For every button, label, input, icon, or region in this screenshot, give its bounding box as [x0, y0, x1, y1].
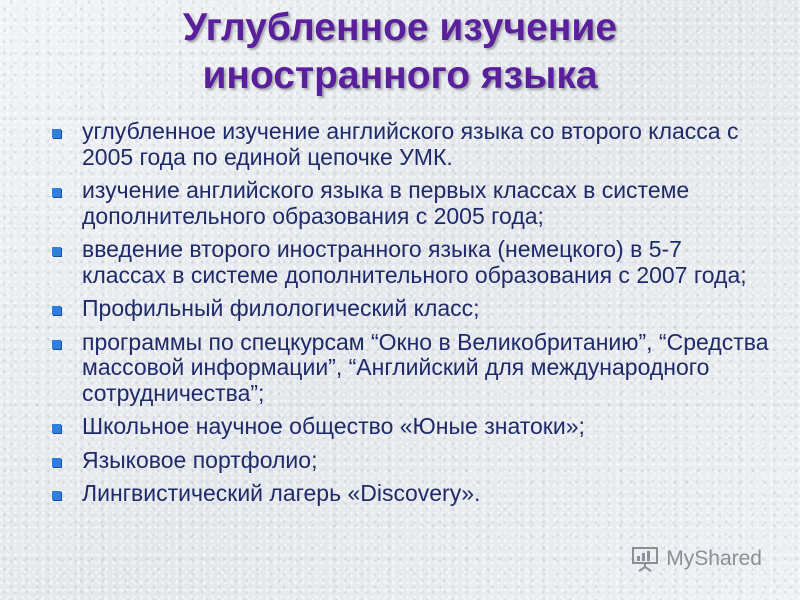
- bullet-text-1: углубленное изучение английского языка со второго класса с 2005 года по единой цепочке УМК.: [82, 118, 739, 170]
- square-bullet-icon: [52, 129, 61, 138]
- slide-title: [0, 4, 800, 100]
- title-line-1: Углубленное изучение: [182, 6, 618, 49]
- bullet-text-3: введение второго иностранного языка (немецкого) в 5-7 классах в системе дополнительного образования с 2007 года;: [82, 236, 747, 288]
- bullet-item-2: [50, 178, 772, 229]
- square-bullet-icon: [52, 458, 61, 467]
- bullet-item-6: [50, 414, 772, 440]
- presentation-board-icon: [630, 546, 660, 572]
- bullet-item-5: [50, 330, 772, 407]
- bullet-text-6: Школьное научное общество «Юные знатоки»;: [82, 413, 585, 439]
- square-bullet-icon: [52, 188, 61, 197]
- bullet-item-1: [50, 119, 772, 170]
- bullet-item-7: [50, 448, 772, 474]
- square-bullet-icon: [52, 247, 61, 256]
- square-bullet-icon: [52, 491, 61, 500]
- bullet-item-3: [50, 237, 772, 288]
- bullet-item-4: [50, 296, 772, 322]
- watermark-logo: [630, 546, 762, 572]
- square-bullet-icon: [52, 424, 61, 433]
- bullet-text-8: Лингвистический лагерь «Discovery».: [82, 480, 481, 506]
- square-bullet-icon: [52, 306, 61, 315]
- bullet-text-7: Языковое портфолио;: [82, 446, 318, 473]
- bullet-text-5: программы по спецкурсам “Окно в Великобританию”, “Средства массовой информации”, “Английский для международного сотрудничества”;: [82, 328, 769, 406]
- bullet-text-4: Профильный филологический класс;: [82, 295, 480, 321]
- bullet-text-2: изучение английского языка в первых классах в системе дополнительного образования с 2005 года;: [82, 177, 690, 229]
- bullet-list: [50, 119, 772, 515]
- watermark-text: MyShared: [666, 547, 762, 570]
- square-bullet-icon: [52, 340, 61, 349]
- title-line-2: иностранного языка: [202, 54, 598, 97]
- bullet-item-8: [50, 481, 772, 507]
